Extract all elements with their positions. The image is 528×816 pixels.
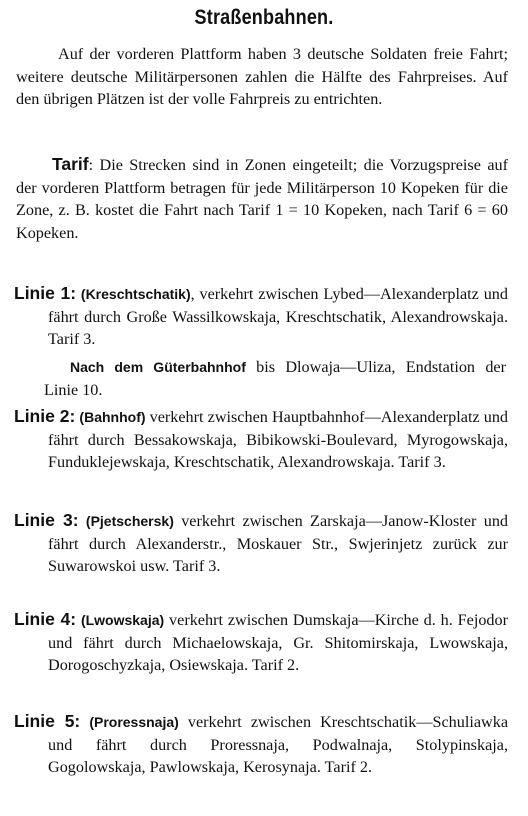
line-2-text: verkehrt zwischen Hauptbahnhof—Alexanderplatz und fährt durch Bessakowskaja, Bibikowski-Boulevard, Myrogowskaja, Funduklejewskaja, Kreschtschatik, Alexandrowskaja. Tarif 3. [48,408,509,472]
line-2-name: (Bahnhof) [79,409,146,425]
goods-text: bis Dlowaja—Uliza, Endstation der Linie 10. [44,358,506,399]
intro-paragraph: Auf der vorderen Plattform haben 3 deutsche Soldaten freie Fahrt; weitere deutsche Militärpersonen zahlen die Hälfte des Fahrpreises. Auf den übrigen Plätzen ist der volle Fahrpreis zu entrichten. [16,45,508,109]
tarif-label: Tarif [52,154,89,174]
tarif-paragraph [16,153,508,244]
tarif-text: : Die Strecken sind in Zonen eingeteilt; die Vorzugspreise auf der vorderen Plattform betragen für jede Militärperson 10 Kopeken für die Zone, z. B. kostet die Fahrt nach Tarif 1 = 10 Kopeken, nach Tarif 6 = 60 Kopeken. [16,156,508,242]
line-3-text: verkehrt zwischen Zarskaja—Janow-Kloster und fährt durch Alexanderstr., Moskauer Str., Swjerinjetz zurück zur Suwarowskoi usw. Tarif 3. [48,512,509,576]
line-1-label: Linie 1: [14,283,77,303]
line-4-label: Linie 4: [14,609,77,629]
goods-label: Nach dem Güterbahnhof [70,359,246,375]
line-1-text: , verkehrt zwischen Lybed—Alexanderplatz und fährt durch Große Wassilkowskaja, Kreschtschatik, Alexandrowskaja. Tarif 3. [48,285,508,349]
line-3-name: (Pjetschersk) [85,513,174,529]
line-4-text: verkehrt zwischen Dumskaja—Kirche d. h. Fejodor und fährt durch Michaelowskaja, Gr. Shitomirskaja, Lwowskaja, Dorogoschyzkaja, Osiewskaja. Tarif 2. [48,611,508,675]
line-3-label: Linie 3: [14,510,79,530]
line-1-name: (Kreschtschatik) [80,286,191,302]
line-1-entry [14,282,508,351]
line-2-label: Linie 2: [14,406,76,426]
goods-station-note [44,356,506,401]
line-4-entry [14,608,508,677]
line-2-entry [14,405,508,474]
line-3-entry [14,509,508,578]
page-title: Straßenbahnen. [194,6,334,29]
line-4-name: (Lwowskaja) [80,612,165,628]
line-5-name: (Proressnaja) [89,714,179,730]
line-5-text: verkehrt zwischen Kreschtschatik—Schuliawka und fährt durch Proressnaja, Podwalnaja, Stolypinskaja, Gogolowskaja, Pawlowskaja, Kerosynaja. Tarif 2. [48,713,508,777]
line-5-entry [14,710,508,779]
line-5-label: Linie 5: [14,711,81,731]
